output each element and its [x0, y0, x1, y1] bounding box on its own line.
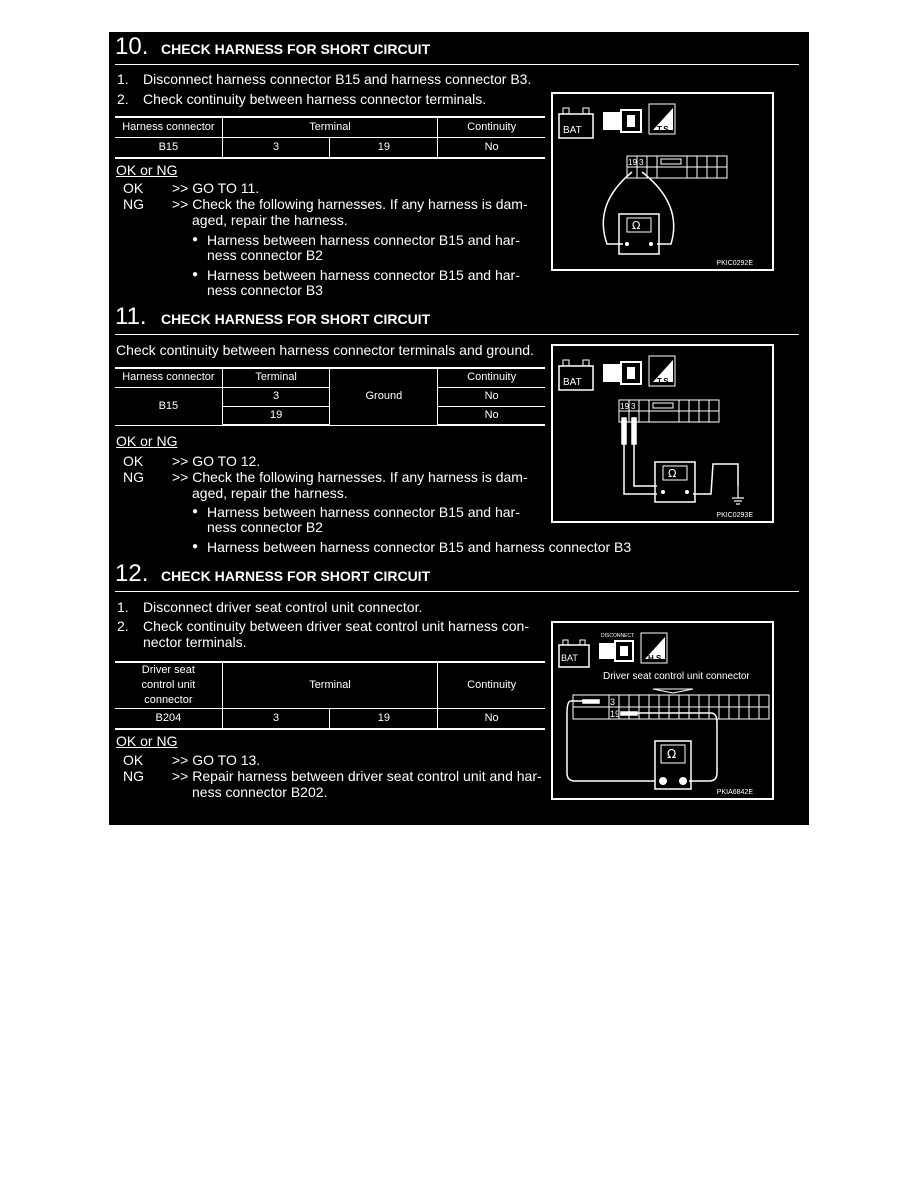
- battery-icon: [559, 360, 593, 390]
- battery-icon: [559, 108, 593, 138]
- section-11-title: CHECK HARNESS FOR SHORT CIRCUIT: [161, 311, 431, 327]
- bullet-dot: ●: [192, 541, 199, 552]
- table-header: Harness connector: [115, 368, 222, 387]
- step-text: Check continuity between harness connector terminals.: [143, 91, 487, 107]
- tester-icon: [641, 633, 667, 663]
- ng-result: >> Repair harness between driver seat control unit and har-: [172, 768, 542, 784]
- pin-label: 3: [610, 697, 616, 707]
- section-10-title: CHECK HARNESS FOR SHORT CIRCUIT: [161, 41, 431, 57]
- ng-result-cont: aged, repair the harness.: [192, 212, 348, 228]
- document-panel: [109, 32, 809, 825]
- ok-result: >> GO TO 11.: [172, 180, 260, 196]
- bullet-item-cont: ness connector B2: [207, 519, 323, 535]
- disconnect-label: DISCONNECT: [601, 633, 635, 639]
- ground-symbol-icon: [732, 486, 744, 504]
- bullet-dot: ●: [192, 506, 199, 517]
- ok-label: OK: [123, 180, 144, 196]
- section-12-header: [115, 561, 799, 592]
- table-header: Continuity: [438, 117, 545, 137]
- step-text-cont: nector terminals.: [143, 634, 247, 650]
- step-text: Disconnect driver seat control unit connector.: [143, 599, 423, 615]
- ok-label: OK: [123, 752, 144, 768]
- svg-text:Ω: Ω: [632, 219, 641, 232]
- ok-or-ng-heading: OK or NG: [116, 162, 178, 178]
- bullet-item-cont: ness connector B3: [207, 282, 323, 298]
- ok-result: >> GO TO 12.: [172, 453, 261, 469]
- ohmmeter-icon: [619, 214, 659, 254]
- section-10-number: 10.: [115, 33, 149, 60]
- continuity-table-10: [115, 116, 545, 159]
- step-text: Check continuity between driver seat control unit harness con-: [143, 618, 529, 634]
- ts-label: T.S.: [657, 125, 671, 134]
- table-header-connector: [115, 662, 222, 709]
- svg-text:Ω: Ω: [667, 747, 677, 761]
- section-12-title: CHECK HARNESS FOR SHORT CIRCUIT: [161, 568, 431, 584]
- table-cell: No: [438, 137, 545, 158]
- step-number: 2.: [117, 618, 129, 634]
- bullet-item: Harness between harness connector B15 and har-: [207, 232, 520, 248]
- table-cell: B204: [115, 709, 222, 729]
- table-cell-ground: Ground: [330, 368, 438, 425]
- section-12-number: 12.: [115, 560, 149, 587]
- ok-or-ng-heading: OK or NG: [116, 433, 178, 449]
- figure-code: PKIC0292E: [716, 260, 753, 267]
- table-cell: No: [438, 406, 545, 425]
- table-cell: 3: [222, 387, 330, 406]
- bullet-item: Harness between harness connector B15 and har-: [207, 504, 520, 520]
- table-header: Continuity: [438, 368, 545, 387]
- header-line: connector: [144, 694, 193, 706]
- pin-label: 3: [631, 402, 636, 411]
- header-line: control unit: [141, 679, 196, 691]
- connector-icon: [603, 110, 641, 132]
- figure-code: PKIC0293E: [716, 512, 753, 519]
- ng-result: >> Check the following harnesses. If any harness is dam-: [172, 469, 528, 485]
- table-header: Continuity: [438, 662, 545, 709]
- connector-icon: [603, 362, 641, 384]
- table-cell: 19: [222, 406, 330, 425]
- section-11-number: 11.: [115, 303, 147, 330]
- table-header: Harness connector: [115, 117, 222, 137]
- table-cell: 3: [222, 709, 330, 729]
- figure-10-diagram: [551, 92, 774, 271]
- section-10-header: [115, 34, 799, 65]
- ng-label: NG: [123, 469, 144, 485]
- ng-result-cont: ness connector B202.: [192, 784, 328, 800]
- bullet-dot: ●: [192, 234, 199, 245]
- ok-label: OK: [123, 453, 144, 469]
- pin-label: 19: [610, 709, 621, 719]
- continuity-table-12: [115, 661, 545, 730]
- pin-label: 3: [639, 158, 644, 167]
- probe-leads: [622, 418, 738, 494]
- section-11-intro: Check continuity between harness connector terminals and ground.: [116, 342, 534, 358]
- table-header: Terminal: [222, 368, 330, 387]
- continuity-test-diagram: [553, 94, 772, 269]
- step-number: 1.: [117, 599, 129, 615]
- hs-label: H.S.: [648, 654, 664, 663]
- control-unit-test-diagram: [553, 623, 772, 798]
- ok-or-ng-heading: OK or NG: [116, 733, 178, 749]
- ohmmeter-icon: [655, 741, 691, 789]
- table-cell: 3: [222, 137, 330, 158]
- table-cell: 19: [330, 709, 438, 729]
- ng-label: NG: [123, 196, 144, 212]
- step-number: 1.: [117, 71, 129, 87]
- ng-result: >> Check the following harnesses. If any harness is dam-: [172, 196, 528, 212]
- ohmmeter-icon: [655, 462, 695, 502]
- continuity-table-11: [115, 367, 545, 426]
- table-cell: No: [438, 387, 545, 406]
- ts-label: T.S.: [657, 377, 671, 386]
- ok-result: >> GO TO 13.: [172, 752, 261, 768]
- tester-icon: [649, 356, 675, 386]
- svg-text:Ω: Ω: [668, 467, 677, 480]
- table-cell: B15: [115, 137, 222, 158]
- table-header: Terminal: [222, 117, 438, 137]
- step-number: 2.: [117, 91, 129, 107]
- table-cell: 19: [330, 137, 438, 158]
- ground-test-diagram: [553, 346, 772, 521]
- bat-label: BAT: [563, 377, 582, 388]
- table-cell: No: [438, 709, 545, 729]
- harness-connector: [573, 689, 769, 719]
- table-cell: B15: [115, 387, 222, 425]
- figure-12-diagram: [551, 621, 774, 800]
- bullet-item: Harness between harness connector B15 and harness connector B3: [207, 539, 632, 555]
- probe-leads: [603, 172, 673, 244]
- connector-icon: [599, 641, 633, 661]
- header-line: Driver seat: [141, 664, 195, 676]
- tester-icon: [649, 104, 675, 134]
- ng-label: NG: [123, 768, 144, 784]
- figure-11-diagram: [551, 344, 774, 523]
- pin-label: 19: [628, 158, 637, 167]
- battery-icon: [559, 640, 589, 667]
- bullet-item-cont: ness connector B2: [207, 247, 323, 263]
- bullet-dot: ●: [192, 269, 199, 280]
- figure-code: PKIA6842E: [716, 789, 753, 796]
- bat-label: BAT: [563, 125, 582, 136]
- ng-result-cont: aged, repair the harness.: [192, 485, 348, 501]
- connector-caption: Driver seat control unit connector: [603, 671, 750, 682]
- step-text: Disconnect harness connector B15 and harness connector B3.: [143, 71, 532, 87]
- table-header: Terminal: [222, 662, 438, 709]
- bullet-item: Harness between harness connector B15 and har-: [207, 267, 520, 283]
- probe-leads: [567, 700, 717, 781]
- bat-label: BAT: [561, 653, 578, 663]
- harness-connector: [627, 156, 727, 178]
- pin-label: 19: [620, 402, 629, 411]
- section-11-header: [115, 304, 799, 335]
